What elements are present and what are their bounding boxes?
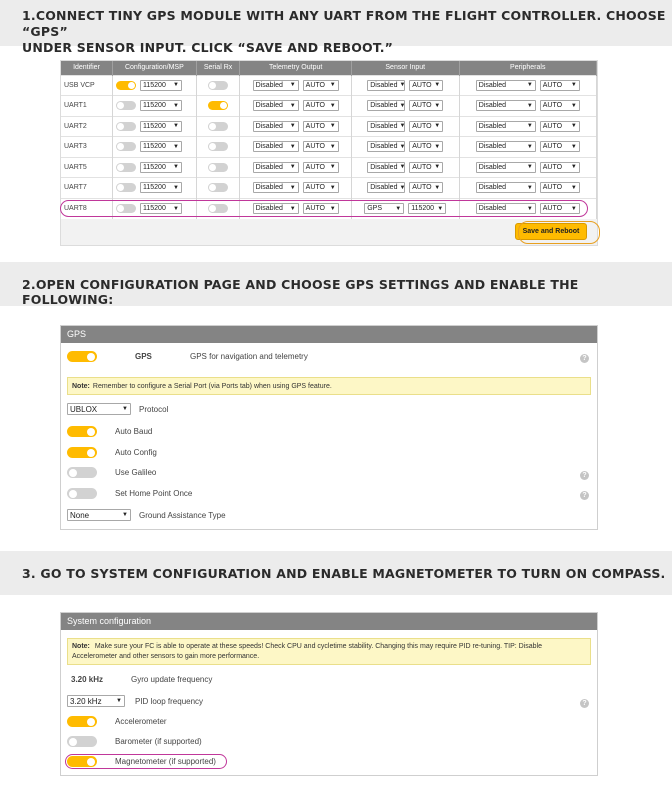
- sensor-input-select[interactable]: [367, 121, 405, 132]
- auto-baud-row: [67, 426, 591, 437]
- telemetry-select[interactable]: [253, 100, 299, 111]
- chevron-down-icon: ▼: [399, 82, 406, 89]
- auto-baud-toggle[interactable]: [67, 426, 97, 437]
- chevron-down-icon: ▼: [289, 102, 296, 109]
- sensor-baud-select[interactable]: [409, 141, 443, 152]
- msp-toggle[interactable]: [116, 163, 136, 172]
- select-value: AUTO: [542, 81, 563, 89]
- auto-config-toggle[interactable]: [67, 447, 97, 458]
- msp-toggle[interactable]: [116, 142, 136, 151]
- port-identifier: USB VCP: [61, 75, 113, 96]
- chevron-down-icon: ▼: [329, 164, 336, 171]
- chevron-down-icon: ▼: [526, 205, 533, 212]
- gps-panel-title: GPS: [61, 326, 597, 343]
- gps-feature-label: GPS: [135, 352, 152, 361]
- telemetry-baud-select[interactable]: [303, 121, 339, 132]
- chevron-down-icon: ▼: [399, 143, 406, 150]
- port-identifier: UART3: [61, 137, 113, 158]
- select-value: Disabled: [370, 184, 398, 192]
- chevron-down-icon: ▼: [173, 164, 179, 171]
- chevron-down-icon: ▼: [570, 143, 577, 150]
- select-value: 115200: [143, 143, 166, 151]
- telemetry-select[interactable]: [253, 141, 299, 152]
- port-identifier: UART2: [61, 116, 113, 137]
- select-value: AUTO: [542, 143, 563, 151]
- select-value: 115200: [143, 102, 166, 110]
- chevron-down-icon: ▼: [122, 406, 128, 412]
- pid-select[interactable]: [67, 695, 125, 707]
- select-value: Disabled: [370, 81, 398, 89]
- chevron-down-icon: ▼: [289, 184, 296, 191]
- serial-rx-toggle[interactable]: [208, 183, 228, 192]
- gps-feature-row: [67, 351, 591, 362]
- peripherals-select[interactable]: [476, 182, 536, 193]
- pid-help-icon[interactable]: ?: [580, 699, 589, 708]
- select-value: AUTO: [542, 122, 563, 130]
- select-value: AUTO: [305, 143, 325, 151]
- sensor-input-select[interactable]: [367, 100, 405, 111]
- select-value: AUTO: [412, 122, 432, 130]
- peripherals-baud-select[interactable]: [540, 182, 580, 193]
- chevron-down-icon: ▼: [434, 102, 441, 109]
- galileo-help-icon[interactable]: ?: [580, 471, 589, 480]
- serial-rx-toggle[interactable]: [208, 101, 228, 110]
- port-identifier: UART5: [61, 157, 113, 178]
- port-identifier: UART1: [61, 96, 113, 117]
- chevron-down-icon: ▼: [434, 82, 441, 89]
- msp-baud-select[interactable]: [140, 162, 182, 173]
- telemetry-baud-select[interactable]: [303, 100, 339, 111]
- ports-panel: [60, 60, 598, 246]
- chevron-down-icon: ▼: [329, 143, 336, 150]
- select-value: AUTO: [542, 184, 563, 192]
- select-value: Disabled: [370, 143, 398, 151]
- chevron-down-icon: ▼: [329, 123, 336, 130]
- chevron-down-icon: ▼: [173, 143, 179, 150]
- chevron-down-icon: ▼: [173, 82, 179, 89]
- chevron-down-icon: ▼: [434, 184, 441, 191]
- sensor-baud-select[interactable]: [409, 182, 443, 193]
- chevron-down-icon: ▼: [570, 164, 577, 171]
- gps-note-bold: Note:: [72, 382, 90, 390]
- port-row: [61, 96, 597, 117]
- save-button-highlight: [518, 221, 600, 244]
- pid-row: [67, 695, 591, 707]
- select-value: AUTO: [412, 163, 432, 171]
- accelerometer-label: Accelerometer: [115, 717, 167, 726]
- peripherals-select[interactable]: [476, 80, 536, 91]
- select-value: 115200: [411, 205, 435, 212]
- chevron-down-icon: ▼: [116, 698, 122, 704]
- gps-feature-desc: GPS for navigation and telemetry: [190, 352, 308, 361]
- ports-table: [61, 61, 597, 219]
- select-value: 115200: [143, 81, 166, 89]
- chevron-down-icon: ▼: [526, 102, 533, 109]
- sensor-input-select[interactable]: [367, 182, 405, 193]
- select-value: GPS: [367, 205, 383, 212]
- serial-rx-toggle[interactable]: [208, 142, 228, 151]
- chevron-down-icon: ▼: [329, 205, 336, 212]
- select-value: AUTO: [305, 122, 325, 130]
- step3-heading: 3. GO TO SYSTEM CONFIGURATION AND ENABLE MAGNETOMETER TO TURN ON COMPASS.: [22, 566, 666, 581]
- uart8-highlight: [60, 200, 588, 217]
- gyro-row: [67, 675, 591, 684]
- select-value: Disabled: [370, 163, 398, 171]
- peripherals-baud-select[interactable]: [540, 141, 580, 152]
- peripherals-baud-select[interactable]: [540, 80, 580, 91]
- chevron-down-icon: ▼: [289, 123, 296, 130]
- gps-toggle[interactable]: [67, 351, 97, 362]
- select-value: Disabled: [478, 205, 507, 212]
- system-config-panel: [60, 612, 598, 776]
- chevron-down-icon: ▼: [173, 102, 179, 109]
- telemetry-select[interactable]: [253, 80, 299, 91]
- ground-assist-row: [67, 509, 591, 521]
- gps-note-text: Remember to configure a Serial Port (via Ports tab) when using GPS feature.: [92, 382, 332, 390]
- chevron-down-icon: ▼: [570, 123, 577, 130]
- auto-config-label: Auto Config: [115, 448, 157, 457]
- select-value: Disabled: [370, 122, 398, 130]
- chevron-down-icon: ▼: [289, 143, 296, 150]
- chevron-down-icon: ▼: [526, 184, 533, 191]
- port-row: [61, 116, 597, 137]
- save-and-reboot-button[interactable]: Save and Reboot: [515, 223, 587, 240]
- msp-toggle[interactable]: [116, 81, 136, 90]
- column-header: Sensor Input: [351, 61, 459, 75]
- chevron-down-icon: ▼: [289, 205, 296, 212]
- chevron-down-icon: ▼: [434, 123, 441, 130]
- chevron-down-icon: ▼: [399, 102, 406, 109]
- select-value: Disabled: [255, 205, 283, 212]
- set-home-help-icon[interactable]: ?: [580, 491, 589, 500]
- auto-baud-label: Auto Baud: [115, 427, 153, 436]
- sensor-baud-select[interactable]: [409, 162, 443, 173]
- select-value: Disabled: [478, 81, 507, 89]
- chevron-down-icon: ▼: [395, 205, 402, 212]
- pid-value: 3.20 kHz: [70, 696, 102, 706]
- peripherals-baud-select[interactable]: [540, 121, 580, 132]
- msp-baud-select[interactable]: [140, 141, 182, 152]
- step3-banner: [0, 551, 672, 595]
- ground-assist-select[interactable]: [67, 509, 131, 521]
- accel-row: [67, 716, 591, 727]
- chevron-down-icon: ▼: [122, 512, 128, 518]
- chevron-down-icon: ▼: [570, 184, 577, 191]
- barometer-label: Barometer (if supported): [115, 737, 202, 746]
- msp-baud-select[interactable]: [140, 100, 182, 111]
- telemetry-baud-select[interactable]: [303, 141, 339, 152]
- select-value: Disabled: [370, 102, 398, 110]
- select-value: 115200: [143, 163, 166, 171]
- barometer-toggle[interactable]: [67, 736, 97, 747]
- chevron-down-icon: ▼: [399, 184, 406, 191]
- use-galileo-label: Use Galileo: [115, 468, 157, 477]
- peripherals-baud-select[interactable]: [540, 100, 580, 111]
- magnetometer-label: Magnetometer (if supported): [115, 757, 216, 766]
- chevron-down-icon: ▼: [526, 164, 533, 171]
- chevron-down-icon: ▼: [526, 123, 533, 130]
- step2-heading: 2.OPEN CONFIGURATION PAGE AND CHOOSE GPS SETTINGS AND ENABLE THE FOLLOWING:: [22, 277, 579, 307]
- sensor-input-select[interactable]: [367, 80, 405, 91]
- gyro-value: 3.20 kHz: [71, 675, 104, 684]
- chevron-down-icon: ▼: [289, 164, 296, 171]
- column-header: Peripherals: [459, 61, 596, 75]
- ground-assist-label: Ground Assistance Type: [139, 510, 226, 520]
- select-value: Disabled: [478, 163, 507, 171]
- select-value: AUTO: [412, 102, 432, 110]
- system-note-bold: Note:: [72, 642, 90, 650]
- select-value: Disabled: [478, 122, 507, 130]
- select-value: AUTO: [305, 81, 325, 89]
- ground-assist-value: None: [70, 510, 90, 520]
- port-identifier: UART8: [61, 198, 113, 219]
- select-value: Disabled: [255, 163, 283, 171]
- step1-heading: 1.CONNECT TINY GPS MODULE WITH ANY UART FROM THE FLIGHT CONTROLLER. CHOOSE “GPS” UNDER SENSOR INPUT. CLICK “SAVE AND REBOOT.”: [22, 8, 666, 55]
- chevron-down-icon: ▼: [434, 164, 441, 171]
- step1-banner: [0, 0, 672, 55]
- select-value: 115200: [143, 205, 166, 212]
- select-value: Disabled: [255, 102, 283, 110]
- protocol-row: [67, 403, 591, 415]
- peripherals-select[interactable]: [476, 162, 536, 173]
- protocol-value: UBLOX: [70, 404, 98, 414]
- port-row: [61, 75, 597, 96]
- select-value: 115200: [143, 122, 166, 130]
- chevron-down-icon: ▼: [570, 102, 577, 109]
- gps-note: [67, 377, 591, 395]
- select-value: AUTO: [542, 102, 563, 110]
- sensor-baud-select[interactable]: [409, 121, 443, 132]
- select-value: Disabled: [478, 102, 507, 110]
- chevron-down-icon: ▼: [399, 164, 406, 171]
- select-value: AUTO: [305, 102, 325, 110]
- magnetometer-highlight: [65, 754, 227, 769]
- sensor-baud-select[interactable]: [409, 100, 443, 111]
- column-header: Telemetry Output: [240, 61, 352, 75]
- chevron-down-icon: ▼: [329, 184, 336, 191]
- msp-toggle[interactable]: [116, 183, 136, 192]
- column-header: Serial Rx: [196, 61, 240, 75]
- select-value: AUTO: [305, 163, 325, 171]
- telemetry-baud-select[interactable]: [303, 182, 339, 193]
- select-value: AUTO: [412, 143, 432, 151]
- chevron-down-icon: ▼: [437, 205, 444, 212]
- pid-label: PID loop frequency: [135, 696, 204, 706]
- chevron-down-icon: ▼: [329, 82, 336, 89]
- protocol-label: Protocol: [139, 404, 169, 414]
- select-value: Disabled: [255, 122, 283, 130]
- set-home-row: [67, 488, 591, 499]
- chevron-down-icon: ▼: [173, 184, 179, 191]
- sensor-input-select[interactable]: [367, 162, 405, 173]
- chevron-down-icon: ▼: [329, 102, 336, 109]
- serial-rx-toggle[interactable]: [208, 122, 228, 131]
- select-value: Disabled: [478, 143, 507, 151]
- telemetry-select[interactable]: [253, 121, 299, 132]
- peripherals-select[interactable]: [476, 141, 536, 152]
- select-value: AUTO: [542, 163, 563, 171]
- system-note: [67, 638, 591, 665]
- baro-row: [67, 736, 591, 747]
- msp-baud-select[interactable]: [140, 80, 182, 91]
- chevron-down-icon: ▼: [289, 82, 296, 89]
- port-row: [61, 178, 597, 199]
- select-value: AUTO: [305, 184, 325, 192]
- chevron-down-icon: ▼: [570, 82, 577, 89]
- chevron-down-icon: ▼: [526, 143, 533, 150]
- msp-baud-select[interactable]: [140, 121, 182, 132]
- sensor-baud-select[interactable]: [409, 80, 443, 91]
- chevron-down-icon: ▼: [570, 205, 577, 212]
- system-panel-title: System configuration: [61, 613, 597, 630]
- use-galileo-row: [67, 467, 591, 478]
- select-value: AUTO: [305, 205, 325, 212]
- use-galileo-toggle[interactable]: [67, 467, 97, 478]
- select-value: 115200: [143, 184, 166, 192]
- msp-toggle[interactable]: [116, 122, 136, 131]
- peripherals-baud-select[interactable]: [540, 162, 580, 173]
- port-identifier: UART7: [61, 178, 113, 199]
- telemetry-baud-select[interactable]: [303, 162, 339, 173]
- gyro-label: Gyro update frequency: [131, 675, 213, 684]
- column-header: Identifier: [61, 61, 113, 75]
- serial-rx-toggle[interactable]: [208, 81, 228, 90]
- select-value: AUTO: [412, 184, 432, 192]
- protocol-select[interactable]: [67, 403, 131, 415]
- gps-help-icon[interactable]: ?: [580, 354, 589, 363]
- chevron-down-icon: ▼: [173, 205, 179, 212]
- chevron-down-icon: ▼: [526, 82, 533, 89]
- select-value: Disabled: [478, 184, 507, 192]
- select-value: Disabled: [255, 143, 283, 151]
- accelerometer-toggle[interactable]: [67, 716, 97, 727]
- peripherals-select[interactable]: [476, 121, 536, 132]
- select-value: AUTO: [542, 205, 563, 212]
- msp-baud-select[interactable]: [140, 182, 182, 193]
- sensor-input-select[interactable]: [367, 141, 405, 152]
- telemetry-select[interactable]: [253, 182, 299, 193]
- select-value: Disabled: [255, 81, 283, 89]
- chevron-down-icon: ▼: [399, 123, 406, 130]
- set-home-toggle[interactable]: [67, 488, 97, 499]
- telemetry-select[interactable]: [253, 162, 299, 173]
- system-note-text: Make sure your FC is able to operate at these speeds! Check CPU and cycletime stability. Changing this may require PID re-tuning. TIP: Disable Accelerometer and other sensors to gain more performance.: [72, 642, 543, 660]
- set-home-label: Set Home Point Once: [115, 489, 193, 498]
- serial-rx-toggle[interactable]: [208, 163, 228, 172]
- port-row: [61, 137, 597, 158]
- port-row: [61, 157, 597, 178]
- peripherals-select[interactable]: [476, 100, 536, 111]
- step2-banner: [0, 262, 672, 306]
- msp-toggle[interactable]: [116, 101, 136, 110]
- select-value: AUTO: [412, 81, 432, 89]
- chevron-down-icon: ▼: [434, 143, 441, 150]
- chevron-down-icon: ▼: [173, 123, 179, 130]
- telemetry-baud-select[interactable]: [303, 80, 339, 91]
- gps-panel: [60, 325, 598, 530]
- auto-config-row: [67, 447, 591, 458]
- column-header: Configuration/MSP: [113, 61, 197, 75]
- select-value: Disabled: [255, 184, 283, 192]
